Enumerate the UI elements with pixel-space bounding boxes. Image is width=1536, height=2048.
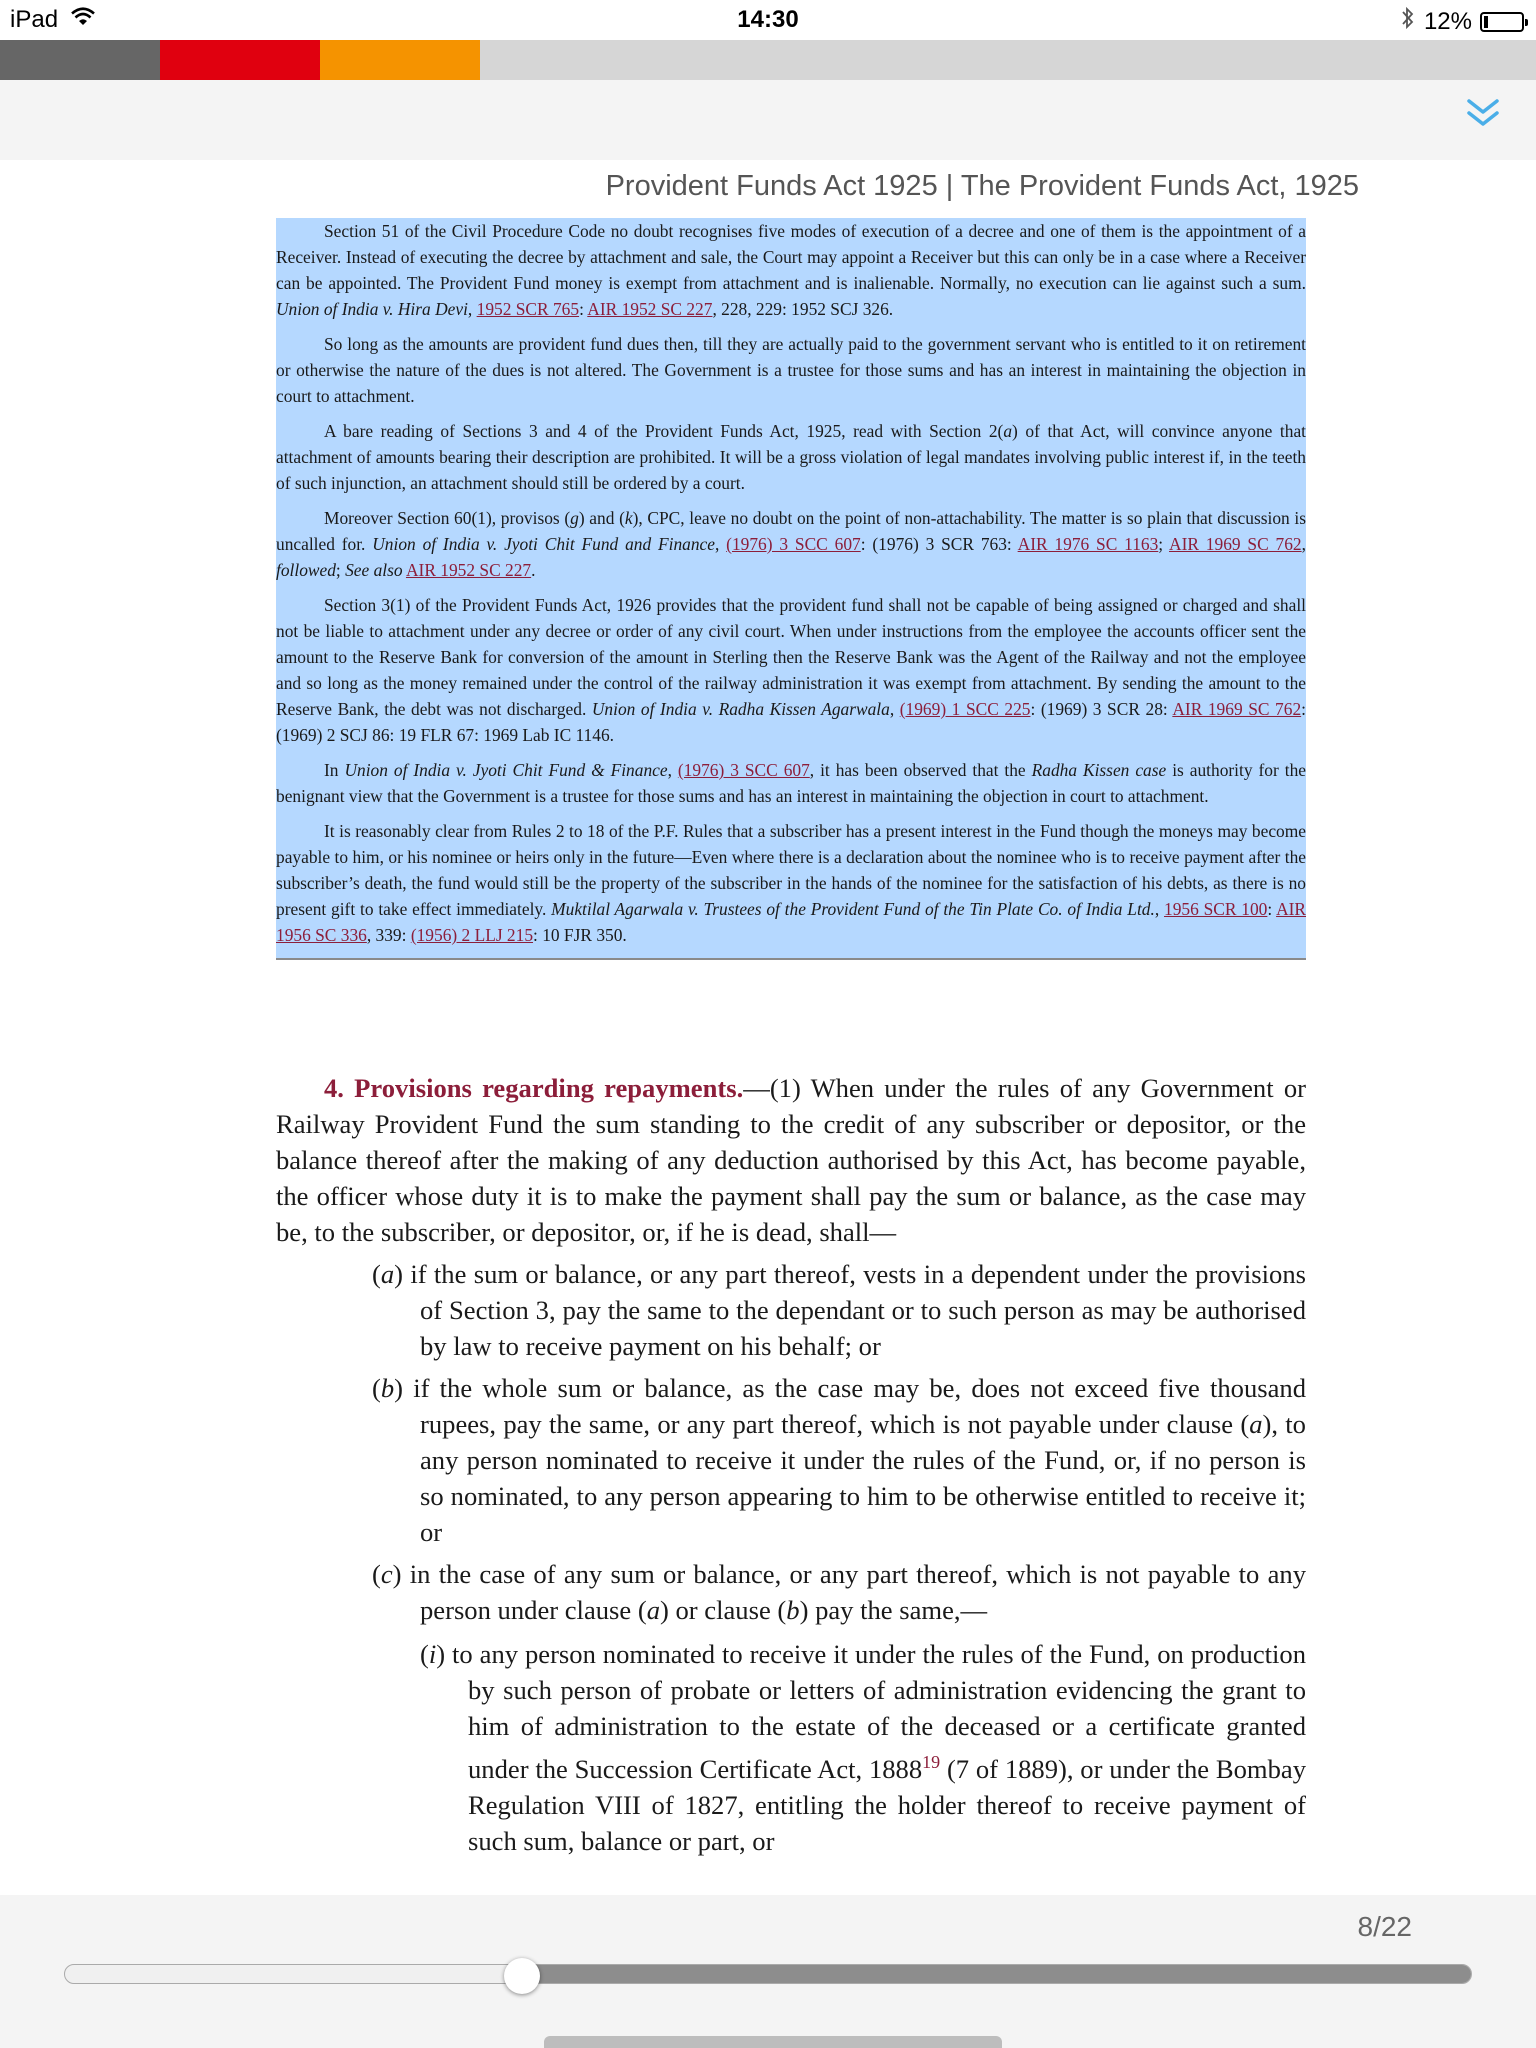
citation-link[interactable]: AIR 1969 SC 762 [1169, 534, 1302, 554]
citation-link[interactable]: AIR 1952 SC 227 [587, 299, 713, 319]
section-heading: 4. Provisions regarding repayments. [324, 1073, 744, 1103]
citation-link[interactable]: (1976) 3 SCC 607 [726, 534, 861, 554]
reader-bottom-bar [0, 1895, 1536, 2048]
slider-fill [523, 1965, 1471, 1983]
commentary-paragraph-4: Moreover Section 60(1), provisos (g) and (k), CPC, leave no doubt on the point of non-attachability. The matter is so plain that discussion is uncalled for. Union of India v. Jyoti Chit Fund and Finance, (1976) 3 SCC 607: (1976) 3 SCR 763: AIR 1976 SC 1163; AIR 1969 SC 762, followed; See also AIR 1952 SC 227. [276, 508, 1306, 580]
section-4-intro: 4. Provisions regarding repayments.—(1) When under the rules of any Government or Railway Provident Fund the sum standing to the credit of any subscriber or depositor, or the balance thereof after the making of any deduction authorised by this Act, has become payable, the officer whose duty it is to make the payment shall pay the sum or balance, as the case may be, to the subscriber, or depositor, or, if he is dead, shall— [276, 1073, 1306, 1247]
clause-a: (a) if the sum or balance, or any part thereof, vests in a dependent under the provisions of Section 3, pay the same to the dependant or to such person as may be authorised by law to receive payment on his behalf; or [372, 1259, 1306, 1361]
commentary-paragraph-7: It is reasonably clear from Rules 2 to 18 of the P.F. Rules that a subscriber has a present interest in the Fund though the moneys may become payable to him, or his nominee or heirs only in the future—Even where there is a declaration about the nominee who is to receive payment after the subscriber’s death, the fund would still be the property of the subscriber in the hands of the nominee for the satisfaction of his debts, as there is no present gift to take effect immediately. Muktilal Agarwala v. Trustees of the Provident Fund of the Tin Plate Co. of India Ltd., 1956 SCR 100: AIR 1956 SC 336, 339: (1956) 2 LLJ 215: 10 FJR 350. [276, 821, 1307, 945]
status-time: 14:30 [737, 6, 799, 33]
reader-toolbar [0, 80, 1536, 160]
commentary-paragraph-2: So long as the amounts are provident fund dues then, till they are actually paid to the government servant who is entitled to it on retirement or otherwise the nature of the dues is not altered. The Government is a trustee for those sums and has an interest in maintaining the objection in court to attachment. [276, 334, 1306, 406]
citation-link[interactable]: 1952 SCR 765 [476, 299, 580, 319]
color-swatch-gray[interactable] [0, 40, 160, 80]
battery-icon [1480, 12, 1524, 32]
citation-link[interactable]: 1956 SCR 100 [1164, 899, 1268, 919]
drag-handle[interactable] [544, 2036, 1002, 2048]
bluetooth-icon [1400, 6, 1416, 37]
highlight-color-strip [0, 40, 1536, 80]
footnote-marker[interactable]: 19 [922, 1752, 941, 1772]
running-head: Provident Funds Act 1925 | The Provident Funds Act, 1925 [605, 170, 1359, 202]
document-page [0, 160, 1536, 1895]
citation-link[interactable]: AIR 1952 SC 227 [405, 560, 532, 580]
collapse-button[interactable] [1458, 90, 1508, 140]
device-name: iPad [10, 6, 59, 33]
commentary-paragraph-3: A bare reading of Sections 3 and 4 of the Provident Funds Act, 1925, read with Section 2(a) of that Act, will convince anyone that attachment of amounts bearing their description are prohibited. It will be a gross violation of legal mandates involving public interest if, in the teeth of such injunction, an attachment should still be ordered by a court. [276, 421, 1307, 493]
battery-percent: 12% [1423, 7, 1472, 35]
section-4-text [276, 1070, 1306, 1859]
page-indicator: 8/22 [1357, 1911, 1412, 1942]
chevron-double-down-icon [1466, 98, 1500, 133]
highlighted-commentary[interactable] [276, 218, 1306, 960]
citation-link[interactable]: (1976) 3 SCC 607 [677, 760, 810, 780]
commentary-paragraph-6: In Union of India v. Jyoti Chit Fund & Finance, (1976) 3 SCC 607, it has been observed that the Radha Kissen case is authority for the benignant view that the Government is a trustee for those sums and has an interest in maintaining the objection in court to attachment. [276, 760, 1306, 806]
status-right [1400, 6, 1524, 37]
citation-link[interactable]: (1956) 2 LLJ 215 [410, 925, 534, 945]
commentary-paragraph-5: Section 3(1) of the Provident Funds Act, 1926 provides that the provident fund shall not be capable of being assigned or charged and shall not be liable to attachment under any decree or order of any civil court. When under instructions from the employee the accounts officer sent the amount to the Reserve Bank for conversion of the amount in Sterling then the Reserve Bank was the Agent of the Railway and not the employee and so long as the money remained under the control of the railway administration it was exempt from attachment. By sending the amount to the Reserve Bank, the debt was not discharged. Union of India v. Radha Kissen Agarwala, (1969) 1 SCC 225: (1969) 3 SCR 28: AIR 1969 SC 762: (1969) 2 SCJ 86: 19 FLR 67: 1969 Lab IC 1146. [276, 595, 1306, 745]
page-slider[interactable] [64, 1964, 1472, 1984]
clause-b: (b) if the whole sum or balance, as the case may be, does not exceed five thousand rupees, pay the same, or any part thereof, which is not payable under clause (a), to any person nominated to receive it under the rules of the Fund, or, if no person is so nominated, to any person appearing to him to be otherwise entitled to receive it; or [372, 1373, 1306, 1547]
citation-link[interactable]: AIR 1956 SC 336 [276, 899, 1307, 945]
color-swatch-orange[interactable] [320, 40, 480, 80]
status-bar [0, 0, 1536, 40]
page-slider-thumb[interactable] [504, 1958, 540, 1994]
color-swatch-red[interactable] [160, 40, 320, 80]
clause-c: (c) in the case of any sum or balance, or any part thereof, which is not payable to any person under clause (a) or clause (b) pay the same,— [372, 1559, 1306, 1625]
subclause-i: (i) to any person nominated to receive it under the rules of the Fund, on production by such person of probate or letters of administration evidencing the grant to him of administration to the estate of the deceased or a certificate granted under the Succession Certificate Act, 1888$^{19}$ (7 of 1889), or under the Bombay Regulation VIII of 1827, entitling the holder thereof to receive payment of such sum, balance or part, or [420, 1639, 1306, 1856]
citation-link[interactable]: AIR 1969 SC 762 [1172, 699, 1302, 719]
citation-link[interactable]: (1969) 1 SCC 225 [899, 699, 1031, 719]
citation-link[interactable]: AIR 1976 SC 1163 [1017, 534, 1159, 554]
commentary-paragraph-1: Section 51 of the Civil Procedure Code no doubt recognises five modes of execution of a decree and one of them is the appointment of a Receiver. Instead of executing the decree by attachment and sale, the Court may appoint a Receiver but this can only be in a case where a Receiver can be appointed. The Provident Fund money is exempt from attachment and is inalienable. Normally, no execution can lie against such a sum. Union of India v. Hira Devi, 1952 SCR 765: AIR 1952 SC 227, 228, 229: 1952 SCJ 326. [276, 221, 1306, 319]
